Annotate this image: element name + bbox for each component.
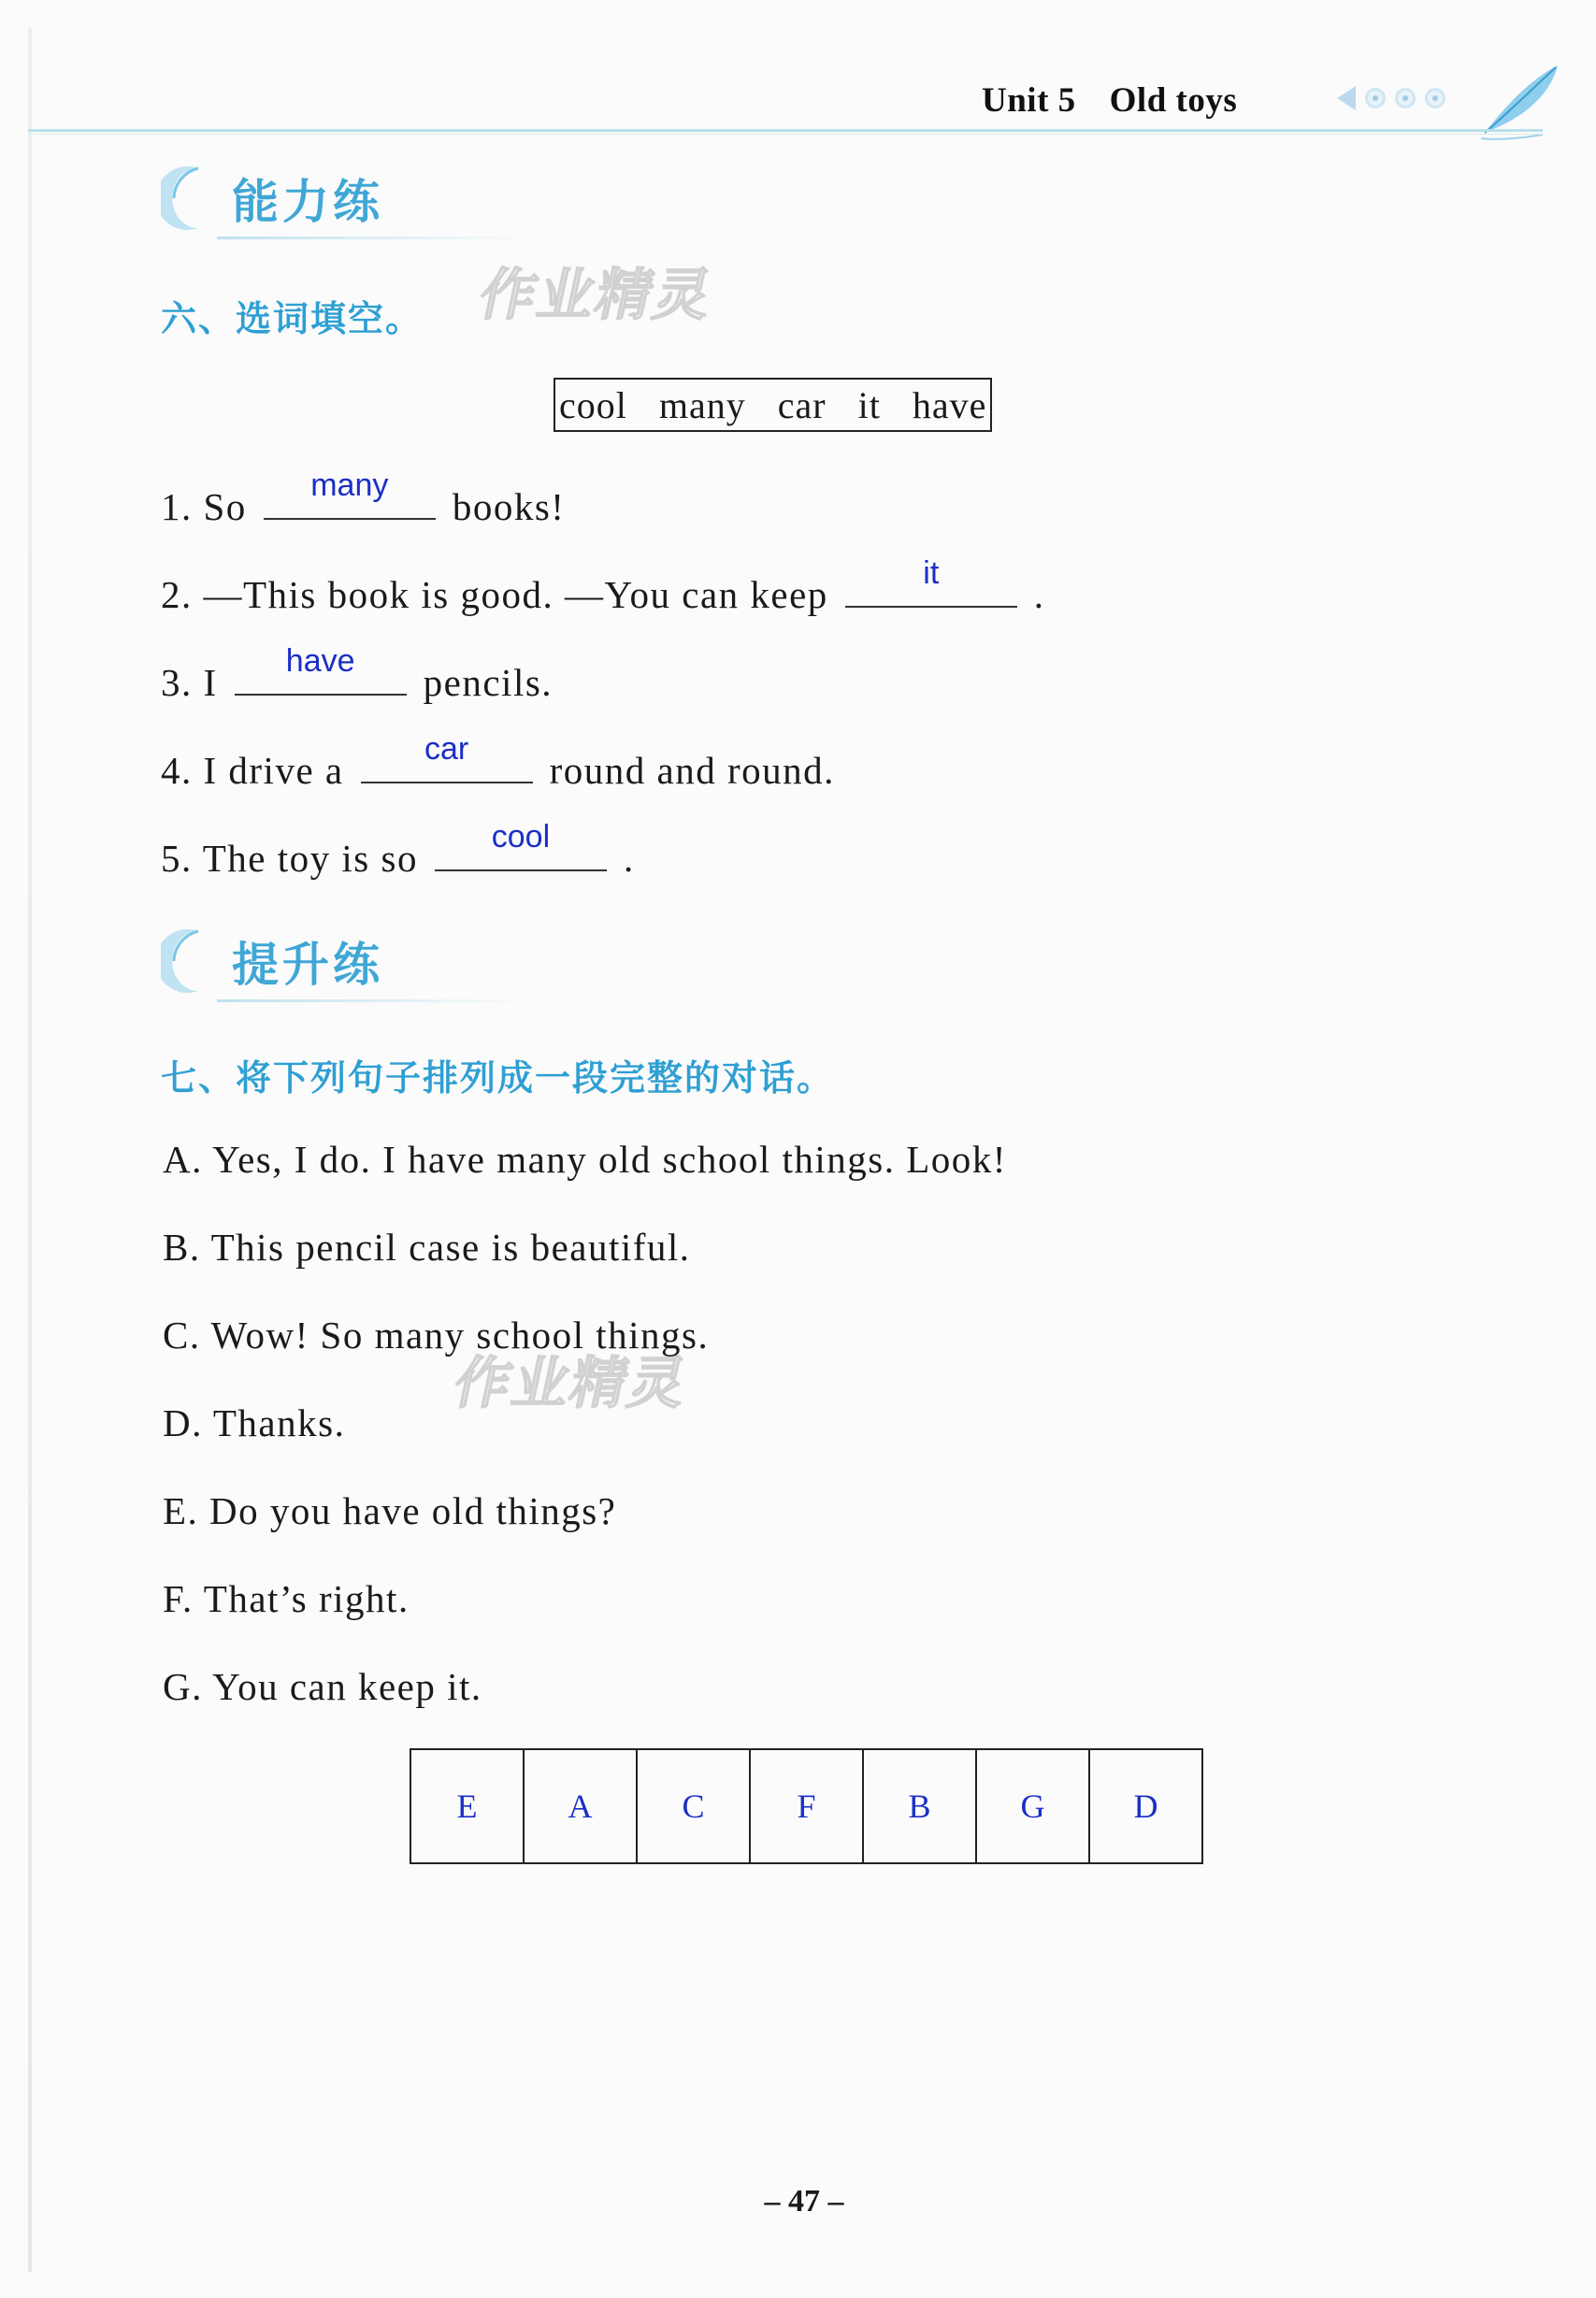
answer-order-table [410, 1748, 1203, 1864]
question-suffix: books! [452, 485, 566, 528]
question-1 [161, 467, 566, 529]
answer-text: it [923, 555, 940, 591]
header-rule [28, 129, 1543, 132]
question-prefix: 1. So [161, 485, 247, 528]
unit-number: Unit 5 [982, 81, 1076, 120]
dot-icon [1365, 88, 1386, 108]
section-advanced-label: 提升练 [232, 938, 383, 992]
unit-header [982, 80, 1237, 121]
section-practice [161, 165, 383, 232]
word-bank-item: many [658, 383, 746, 426]
answer-text: have [285, 643, 355, 679]
section-underline [217, 999, 535, 1002]
question-suffix: . [623, 837, 635, 880]
question-suffix: round and round. [549, 749, 835, 792]
page-number: – 47 – [764, 2184, 844, 2219]
answer-cell: F [750, 1749, 863, 1863]
word-bank-item: it [857, 383, 881, 426]
question-2 [161, 555, 1045, 617]
unit-title: Old toys [1109, 81, 1238, 120]
question-prefix: 3. I [161, 661, 218, 704]
dot-icon [1395, 88, 1416, 108]
question-suffix: pencils. [423, 661, 554, 704]
watermark: 作业精灵 [448, 1351, 695, 1416]
question-5 [161, 819, 635, 881]
answer-blank [845, 555, 1017, 608]
answer-cell: D [1089, 1749, 1202, 1863]
triangle-icon [1337, 86, 1356, 110]
sentence-b: B. This pencil case is beautiful. [163, 1226, 691, 1269]
sentence-c: C. Wow! So many school things. [163, 1314, 710, 1357]
header-decoration [1337, 86, 1445, 110]
word-bank-item: car [777, 383, 827, 426]
answer-cell: B [863, 1749, 976, 1863]
question-suffix: . [1033, 573, 1045, 616]
sentence-g: G. You can keep it. [163, 1665, 482, 1708]
answer-blank [435, 819, 607, 871]
question-prefix: 2. —This book is good. —You can keep [161, 573, 828, 616]
task7-title: 七、将下列句子排列成一段完整的对话。 [161, 1057, 835, 1099]
crescent-icon [161, 165, 215, 232]
answer-text: car [424, 731, 469, 767]
crescent-icon [161, 927, 215, 995]
answer-blank [235, 643, 407, 696]
answer-order-row [410, 1749, 1202, 1863]
task6-title: 六、选词填空。 [161, 298, 424, 339]
page-edge [28, 28, 32, 2272]
section-underline [217, 237, 535, 239]
sentence-e: E. Do you have old things? [163, 1489, 617, 1532]
question-prefix: 4. I drive a [161, 749, 344, 792]
answer-text: cool [491, 819, 551, 855]
watermark: 作业精灵 [473, 263, 720, 328]
answer-cell: G [976, 1749, 1089, 1863]
question-prefix: 5. The toy is so [161, 837, 418, 880]
question-4 [161, 731, 835, 793]
answer-cell: A [524, 1749, 637, 1863]
answer-text: many [310, 467, 389, 503]
header-rule-thin [28, 134, 1543, 135]
answer-blank [361, 731, 533, 783]
word-bank [554, 378, 992, 432]
section-practice-label: 能力练 [232, 175, 383, 229]
section-advanced [161, 927, 383, 995]
answer-cell: C [637, 1749, 750, 1863]
answer-blank [264, 467, 436, 520]
word-bank-item: have [912, 383, 987, 426]
sentence-d: D. Thanks. [163, 1401, 346, 1444]
dot-icon [1425, 88, 1445, 108]
sentence-f: F. That’s right. [163, 1577, 410, 1620]
sentence-a: A. Yes, I do. I have many old school things. Look! [163, 1138, 1007, 1181]
answer-cell: E [410, 1749, 524, 1863]
question-3 [161, 643, 554, 705]
word-bank-item: cool [559, 383, 627, 426]
